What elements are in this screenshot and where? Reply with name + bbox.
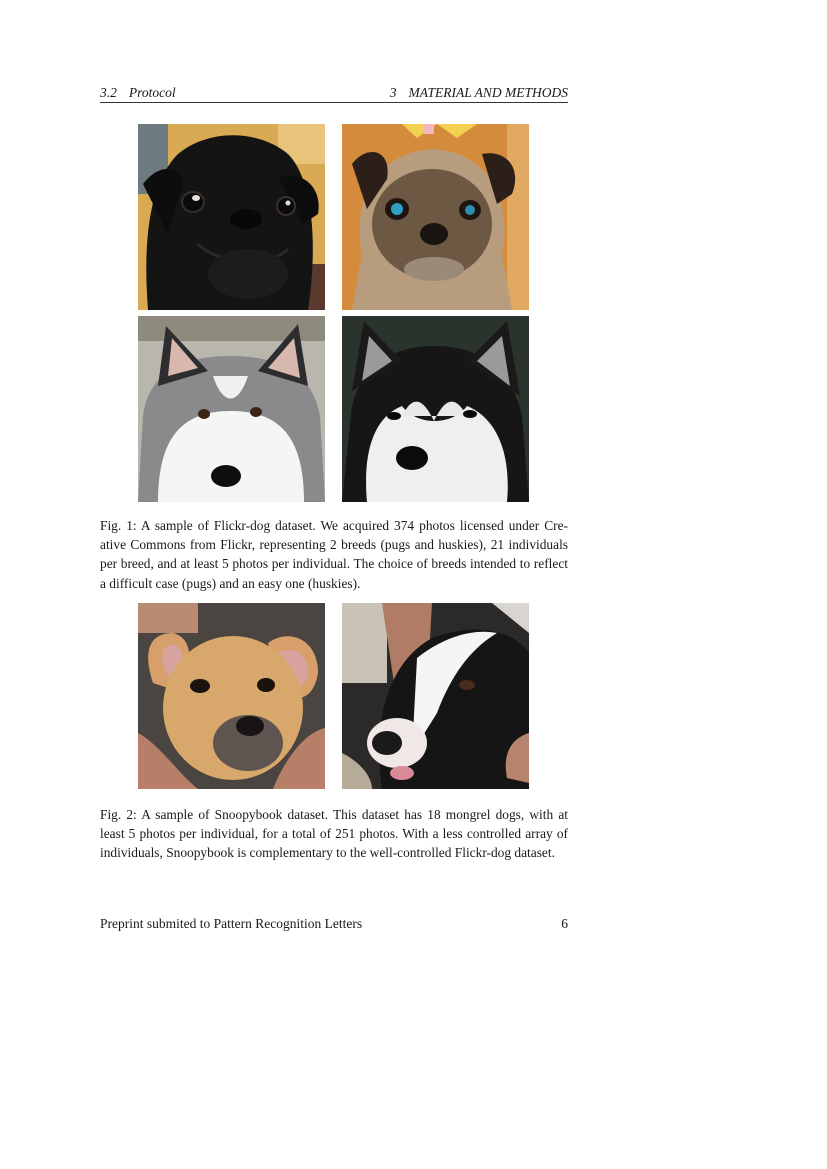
black-white-husky-photo — [342, 316, 529, 502]
caption-line: Fig. 2: A sample of Snoopybook dataset. This dataset has 18 mongrel dogs, with at — [100, 807, 568, 822]
black-pug-photo — [138, 124, 325, 310]
fawn-pug-photo — [342, 124, 529, 310]
tan-puppy-photo — [138, 603, 325, 789]
caption-line: ative Commons from Flickr, representing 2 breeds (pugs and huskies), 21 individuals — [100, 537, 568, 553]
black-white-mongrel-photo — [342, 603, 529, 789]
section-heading — [100, 85, 176, 101]
journal-note: Preprint submited to Pattern Recognition Letters — [100, 916, 363, 931]
page-footer — [100, 916, 568, 932]
chapter-title: MATERIAL AND METHODS — [408, 85, 568, 100]
caption-line: Fig. 1: A sample of Flickr-dog dataset. We acquired 374 photos licensed under Cre- — [100, 518, 568, 533]
caption-line: a difficult case (pugs) and an easy one (huskies). — [100, 575, 361, 591]
grey-husky-photo — [138, 316, 325, 502]
caption-line: individuals, Snoopybook is complementary to the well-controlled Flickr-dog dataset. — [100, 845, 555, 861]
figure-1-caption — [100, 516, 568, 593]
caption-line: per breed, and at least 5 photos per individual. The choice of breeds intended to reflect — [100, 556, 568, 572]
running-header — [100, 84, 568, 103]
chapter-number: 3 — [389, 85, 397, 100]
page-number: 6 — [561, 916, 568, 931]
figure-2-caption — [100, 805, 568, 863]
section-number: 3.2 — [100, 85, 117, 100]
caption-line: least 5 photos per individual, for a total of 251 photos. With a less controlled array of — [100, 826, 568, 842]
section-title: Protocol — [128, 85, 176, 100]
chapter-heading — [390, 85, 568, 101]
